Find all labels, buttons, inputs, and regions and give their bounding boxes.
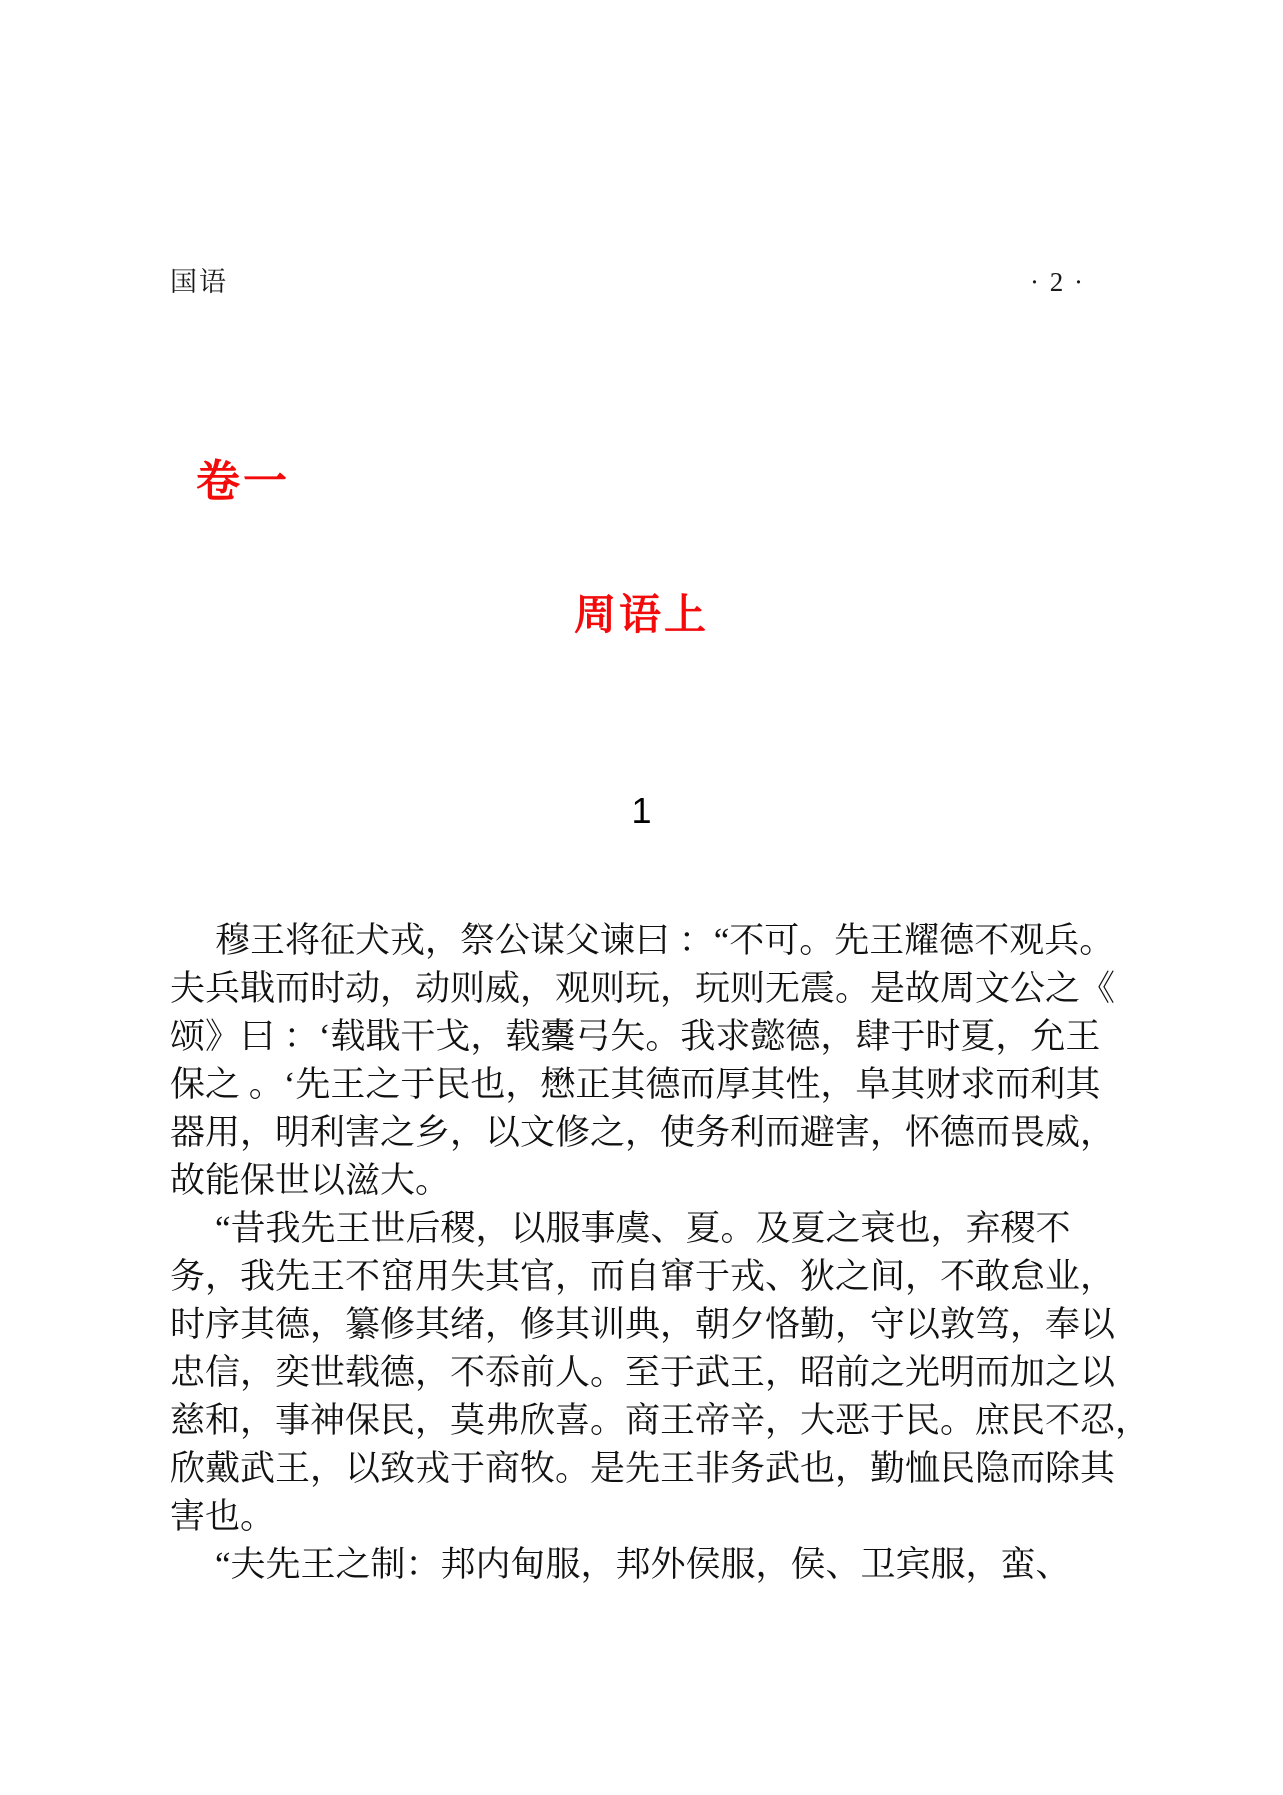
body-line: 颂》曰 ：‘载戢干戈，载櫜弓矢。我求懿德，肆于时夏，允王: [170, 1017, 1101, 1056]
body-line: 时序其德，纂修其绪，修其训典，朝夕恪勤，守以敦笃，奉以: [170, 1305, 1116, 1344]
body-line: 穆王将征犬戎，祭公谋父谏曰 ：“不可。先王耀德不观兵。: [215, 921, 1115, 960]
body-line: 夫兵戢而时动，动则威，观则玩，玩则无震。是故周文公之《: [170, 969, 1116, 1008]
volume-heading: 卷一: [196, 457, 290, 506]
body-line: 欣戴武王，以致戎于商牧。是先王非务武也，勤恤民隐而除其: [170, 1449, 1116, 1488]
running-title: 国语: [170, 267, 228, 297]
chapter-heading: 周语上: [573, 591, 709, 638]
section-number: 1: [631, 790, 652, 831]
body-line: “夫先王之制：邦内甸服，邦外侯服，侯、卫宾服，蛮、: [215, 1545, 1071, 1584]
page-number: · 2 ·: [1030, 267, 1085, 297]
body-line: “昔我先王世后稷，以服事虞、夏。及夏之衰也，弃稷不: [215, 1209, 1071, 1248]
body-line: 故能保世以滋大。: [170, 1161, 451, 1200]
page-header: [170, 266, 1085, 298]
body-line: 害也。: [170, 1497, 276, 1536]
body-text: [170, 917, 1151, 1589]
body-line: 保之 。‘先王之于民也，懋正其德而厚其性，阜其财求而利其: [170, 1065, 1101, 1104]
body-line: 慈和，事神保民，莫弗欣喜。商王帝辛，大恶于民。庶民不忍，: [170, 1401, 1151, 1440]
body-line: 器用，明利害之乡，以文修之，使务利而避害，怀德而畏威，: [170, 1113, 1116, 1152]
body-line: 忠信，奕世载德，不忝前人。至于武王，昭前之光明而加之以: [170, 1353, 1116, 1392]
body-line: 务，我先王不窋用失其官，而自窜于戎、狄之间，不敢怠业，: [170, 1257, 1116, 1296]
